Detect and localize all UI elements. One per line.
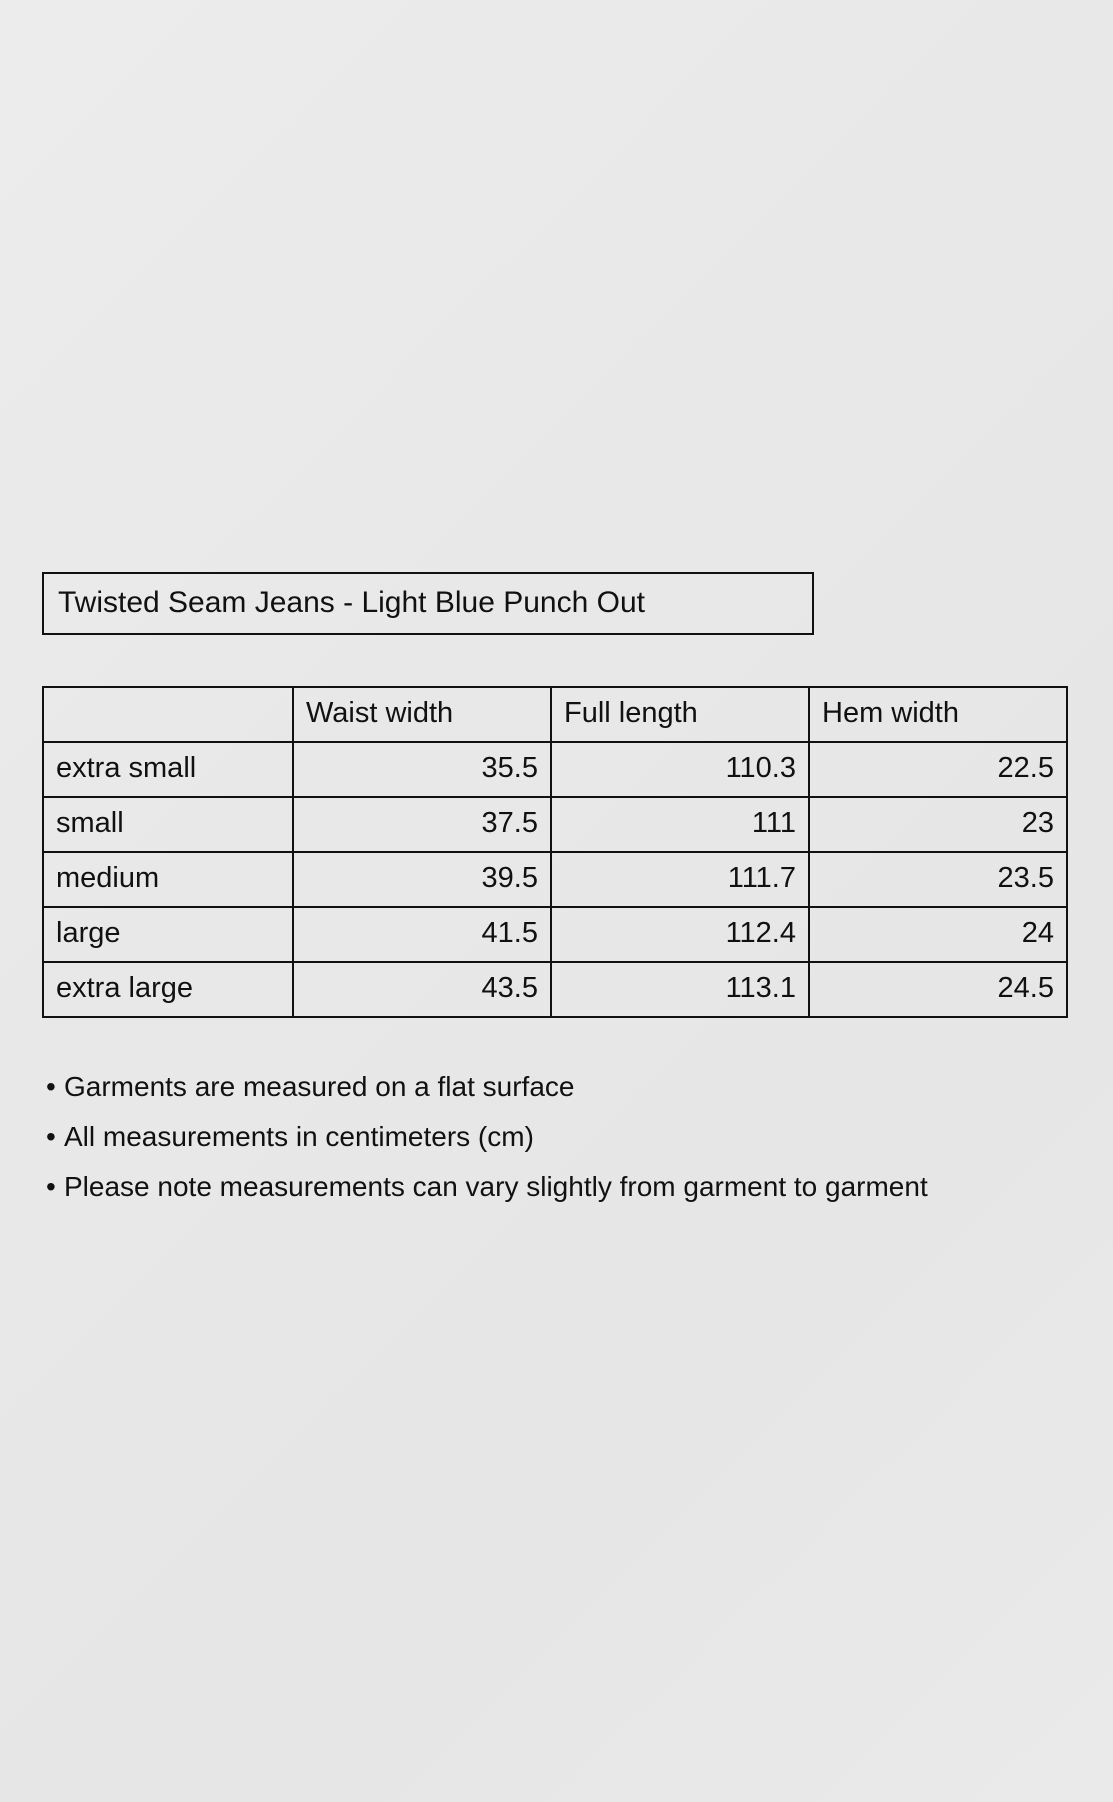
column-header-hem-width: Hem width bbox=[809, 687, 1067, 742]
list-item bbox=[46, 1073, 1072, 1101]
note-text-vary-slightly: Please note measurements can vary slightly from garment to garment bbox=[64, 1171, 928, 1202]
table-row bbox=[43, 797, 1067, 852]
table-row bbox=[43, 907, 1067, 962]
note-text-measured-flat: Garments are measured on a flat surface bbox=[64, 1071, 575, 1102]
cell-large-full-length: 112.4 bbox=[551, 907, 809, 962]
product-title-box bbox=[42, 572, 814, 635]
cell-large-hem-width: 24 bbox=[809, 907, 1067, 962]
row-label-large: large bbox=[43, 907, 293, 962]
table-row bbox=[43, 742, 1067, 797]
page-title: Twisted Seam Jeans - Light Blue Punch Out bbox=[58, 586, 645, 619]
size-chart-table bbox=[42, 686, 1068, 1018]
table-row bbox=[43, 852, 1067, 907]
cell-extra-small-full-length: 110.3 bbox=[551, 742, 809, 797]
column-header-size bbox=[43, 687, 293, 742]
size-guide-content bbox=[42, 572, 1072, 1223]
table-header-row bbox=[43, 687, 1067, 742]
cell-extra-large-hem-width: 24.5 bbox=[809, 962, 1067, 1017]
bullet-icon: • bbox=[46, 1121, 56, 1152]
cell-small-full-length: 111 bbox=[551, 797, 809, 852]
column-header-waist-width: Waist width bbox=[293, 687, 551, 742]
cell-small-waist-width: 37.5 bbox=[293, 797, 551, 852]
list-item bbox=[46, 1123, 1072, 1151]
row-label-small: small bbox=[43, 797, 293, 852]
cell-medium-full-length: 111.7 bbox=[551, 852, 809, 907]
cell-small-hem-width: 23 bbox=[809, 797, 1067, 852]
column-header-full-length: Full length bbox=[551, 687, 809, 742]
list-item bbox=[46, 1173, 1072, 1201]
cell-extra-large-waist-width: 43.5 bbox=[293, 962, 551, 1017]
cell-medium-waist-width: 39.5 bbox=[293, 852, 551, 907]
cell-medium-hem-width: 23.5 bbox=[809, 852, 1067, 907]
cell-extra-small-waist-width: 35.5 bbox=[293, 742, 551, 797]
row-label-medium: medium bbox=[43, 852, 293, 907]
bullet-icon: • bbox=[46, 1171, 56, 1202]
cell-extra-large-full-length: 113.1 bbox=[551, 962, 809, 1017]
cell-large-waist-width: 41.5 bbox=[293, 907, 551, 962]
cell-extra-small-hem-width: 22.5 bbox=[809, 742, 1067, 797]
notes-list bbox=[42, 1073, 1072, 1201]
note-text-centimeters: All measurements in centimeters (cm) bbox=[64, 1121, 534, 1152]
row-label-extra-large: extra large bbox=[43, 962, 293, 1017]
table-row bbox=[43, 962, 1067, 1017]
bullet-icon: • bbox=[46, 1071, 56, 1102]
row-label-extra-small: extra small bbox=[43, 742, 293, 797]
